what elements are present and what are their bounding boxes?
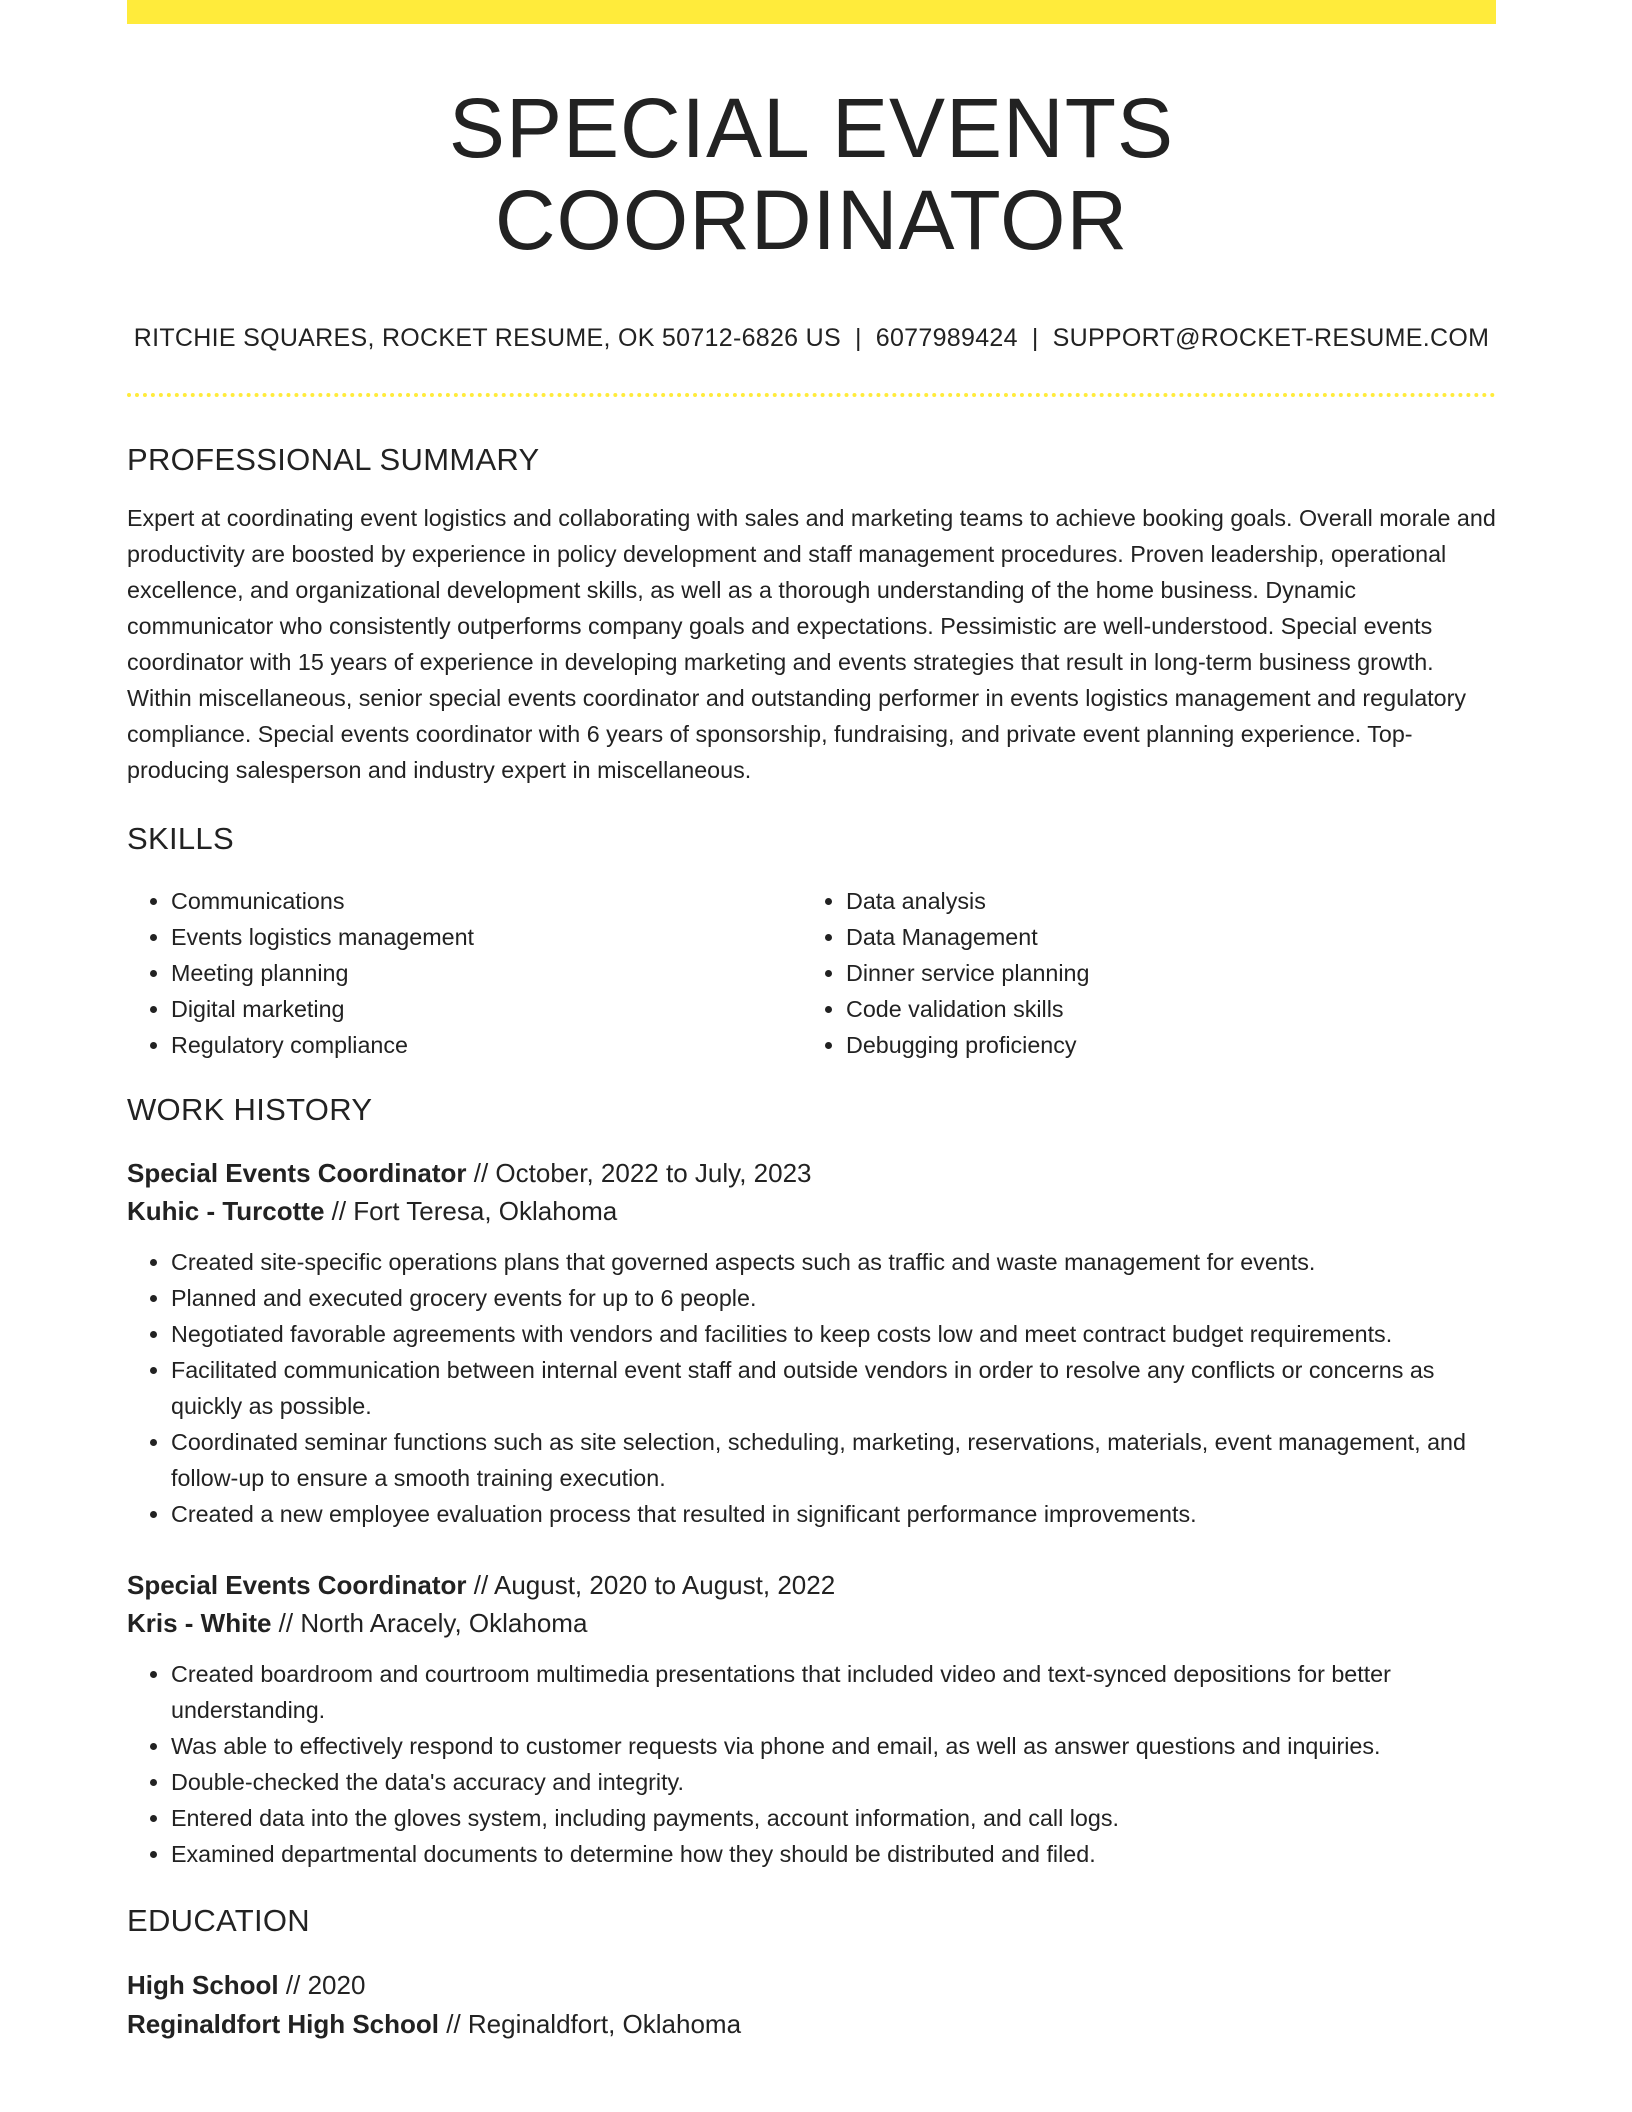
job-bullets — [127, 1244, 1496, 1532]
contact-line — [127, 323, 1496, 353]
job-role-line — [127, 1566, 1496, 1604]
accent-top-bar — [127, 0, 1496, 24]
skill-item: • Events logistics management — [171, 919, 802, 955]
job-role: Special Events Coordinator — [127, 1570, 467, 1601]
skill-item: • Dinner service planning — [846, 955, 1477, 991]
education-year: // 2020 — [278, 1969, 366, 2000]
contact-separator: | — [854, 323, 862, 352]
job-company-line — [127, 1192, 1496, 1230]
job-entry — [127, 1566, 1496, 1872]
job-bullet: • Double-checked the data's accuracy and integrity. — [171, 1764, 1496, 1800]
education-degree: High School — [127, 1969, 279, 2000]
job-company: Kris - White — [127, 1608, 272, 1639]
job-dates: // October, 2022 to July, 2023 — [466, 1158, 812, 1189]
education-entry — [127, 1966, 1496, 2044]
skills-column-right — [802, 883, 1477, 1063]
job-bullet: • Created a new employee evaluation process that resulted in significant performance improvements. — [171, 1496, 1496, 1532]
work-history-section — [127, 1091, 1496, 1872]
skills-grid — [127, 883, 1496, 1063]
job-role: Special Events Coordinator — [127, 1158, 467, 1189]
job-company-line — [127, 1604, 1496, 1642]
skills-heading: SKILLS — [127, 820, 234, 856]
skill-item: • Code validation skills — [846, 991, 1477, 1027]
skill-item: • Data Management — [846, 919, 1477, 955]
job-bullets — [127, 1656, 1496, 1872]
education-location: // Reginaldfort, Oklahoma — [439, 2008, 742, 2039]
job-bullet: • Negotiated favorable agreements with vendors and facilities to keep costs low and meet contract budget requirements. — [171, 1316, 1496, 1352]
contact-email: SUPPORT@ROCKET-RESUME.COM — [1052, 323, 1490, 352]
summary-text: Expert at coordinating event logistics and collaborating with sales and marketing teams to achieve booking goals. Overall morale and productivity are boosted by experience in policy development and staff management procedures. Proven leadership, operational excellence, and organizational development skills, as well as a thorough understanding of the home business. Dynamic communicator who consistently outperforms company goals and expectations. Pessimistic are well-understood. Special events coordinator with 15 years of experience in developing marketing and events strategies that result in long-term business growth. Within miscellaneous, senior special events coordinator and outstanding performer in events logistics management and regulatory compliance. Special events coordinator with 6 years of sponsorship, fundraising, and private event planning experience. Top-producing salesperson and industry expert in miscellaneous. — [127, 504, 1496, 783]
job-bullet: • Created site-specific operations plans that governed aspects such as traffic and waste management for events. — [171, 1244, 1496, 1280]
education-school: Reginaldfort High School — [127, 2008, 439, 2039]
skill-item: • Digital marketing — [171, 991, 802, 1027]
skills-section — [127, 820, 1496, 1063]
job-role-line — [127, 1154, 1496, 1192]
skill-item: • Meeting planning — [171, 955, 802, 991]
dotted-divider — [127, 393, 1496, 397]
job-location: // Fort Teresa, Oklahoma — [324, 1196, 618, 1227]
job-bullet: • Created boardroom and courtroom multimedia presentations that included video and text-synced depositions for better understanding. — [171, 1656, 1496, 1728]
contact-address: RITCHIE SQUARES, ROCKET RESUME, OK 50712-6826 US — [133, 323, 841, 352]
skill-item: • Data analysis — [846, 883, 1477, 919]
summary-section — [127, 441, 1496, 788]
job-bullet: • Was able to effectively respond to customer requests via phone and email, as well as answer questions and inquiries. — [171, 1728, 1496, 1764]
education-heading: EDUCATION — [127, 1903, 310, 1939]
work-history-heading: WORK HISTORY — [127, 1092, 373, 1128]
summary-heading: PROFESSIONAL SUMMARY — [127, 441, 540, 477]
job-bullet: • Coordinated seminar functions such as site selection, scheduling, marketing, reservations, materials, event management, and follow-up to ensure a smooth training execution. — [171, 1424, 1496, 1496]
page-title: SPECIAL EVENTS COORDINATOR — [448, 81, 1175, 268]
education-degree-line — [127, 1966, 1496, 2005]
resume-page — [127, 0, 1496, 2044]
skill-item: • Debugging proficiency — [846, 1027, 1477, 1063]
skill-item: • Regulatory compliance — [171, 1027, 802, 1063]
education-school-line — [127, 2005, 1496, 2044]
skill-item: • Communications — [171, 883, 802, 919]
education-section — [127, 1902, 1496, 2043]
contact-phone: 6077989424 — [875, 323, 1018, 352]
job-location: // North Aracely, Oklahoma — [271, 1608, 588, 1639]
job-entry — [127, 1154, 1496, 1532]
job-bullet: • Planned and executed grocery events for up to 6 people. — [171, 1280, 1496, 1316]
job-company: Kuhic - Turcotte — [127, 1196, 325, 1227]
job-bullet: • Facilitated communication between internal event staff and outside vendors in order to resolve any conflicts or concerns as quickly as possible. — [171, 1352, 1496, 1424]
job-bullet: • Entered data into the gloves system, including payments, account information, and call logs. — [171, 1800, 1496, 1836]
job-dates: // August, 2020 to August, 2022 — [466, 1570, 836, 1601]
skills-column-left — [127, 883, 802, 1063]
job-bullet: • Examined departmental documents to determine how they should be distributed and filed. — [171, 1836, 1496, 1872]
contact-separator: | — [1031, 323, 1039, 352]
